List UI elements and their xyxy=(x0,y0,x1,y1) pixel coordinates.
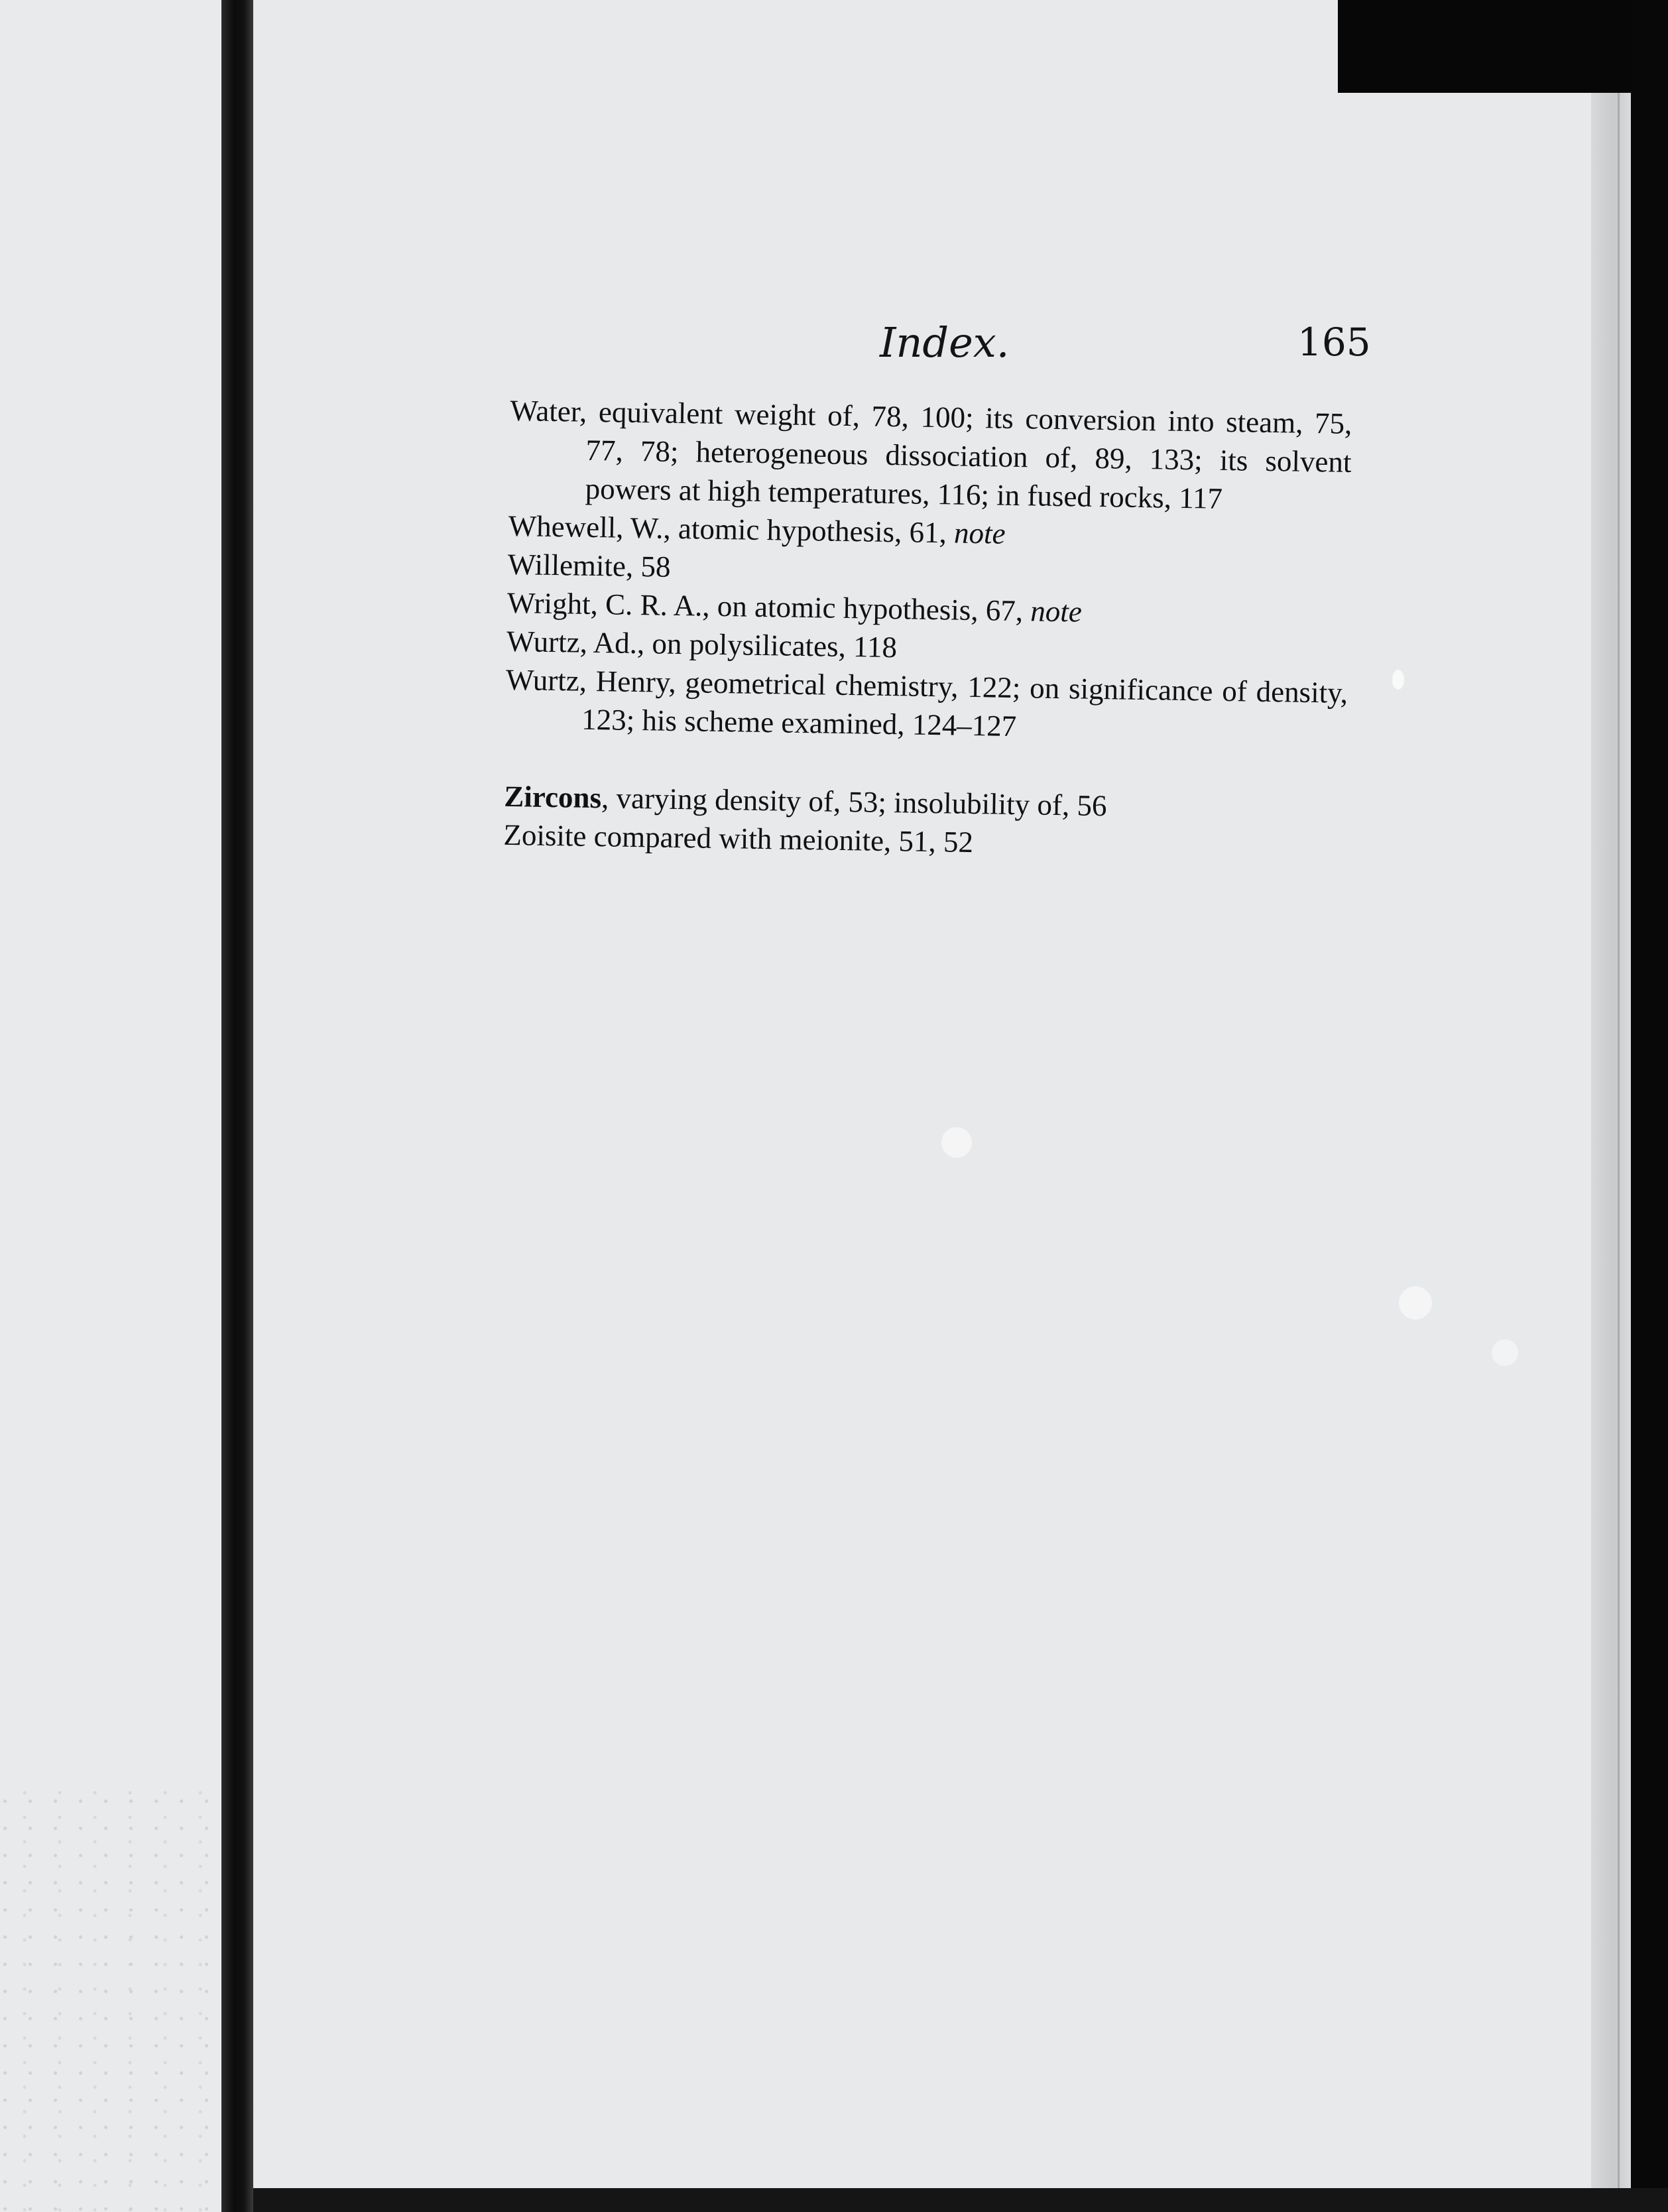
index-entry xyxy=(508,391,1352,520)
entry-head: Willemite xyxy=(507,547,626,583)
scan-background-bottom xyxy=(253,2188,1668,2212)
page-number: 165 xyxy=(1297,320,1371,365)
entry-note: note xyxy=(953,516,1006,550)
scan-background-right xyxy=(1631,0,1668,2212)
scan-speck xyxy=(1492,1339,1518,1366)
entry-text: , C. R. A., on atomic hypothesis, 67, xyxy=(590,587,1031,628)
entry-text: , Henry, geometrical chemistry, 122; on significance of density, 123; his scheme examined, 124–127 xyxy=(579,664,1348,743)
entry-head: Zircons xyxy=(504,779,602,815)
book-gutter xyxy=(221,0,253,2212)
entry-note: note xyxy=(1030,594,1083,629)
entry-head: Zoisite xyxy=(503,818,587,853)
entry-head: Water xyxy=(510,393,580,428)
entry-text: , varying density of, 53; insolubility of, 56 xyxy=(601,781,1107,823)
entry-text: compared with meionite, 51, 52 xyxy=(586,819,974,859)
entry-head: Wright xyxy=(506,585,591,621)
index-entries xyxy=(503,391,1352,867)
scan-background-top xyxy=(1338,0,1668,93)
scan-speck xyxy=(941,1127,972,1158)
entry-text: , equivalent weight of, 78, 100; its conversion into steam, 75, 77, 78; heterogeneous dissociation of, 89, 133; its solvent powers at high temperatures, 116; in fused rocks, 117 xyxy=(579,395,1352,515)
entry-head: Wurtz xyxy=(506,624,581,659)
running-head: Index. xyxy=(880,318,1010,367)
entry-text: , W., atomic hypothesis, 61, xyxy=(615,511,955,550)
index-entry xyxy=(505,660,1348,751)
scan-speck xyxy=(1392,670,1404,690)
entry-head: Whewell xyxy=(508,509,617,544)
entry-text: , 58 xyxy=(625,549,671,584)
entry-head: Wurtz xyxy=(505,662,580,698)
left-page-edge xyxy=(0,0,221,2212)
entry-text: , Ad., on polysilicates, 118 xyxy=(579,625,898,664)
page-header xyxy=(253,318,1380,398)
scan-speck xyxy=(1399,1286,1432,1320)
